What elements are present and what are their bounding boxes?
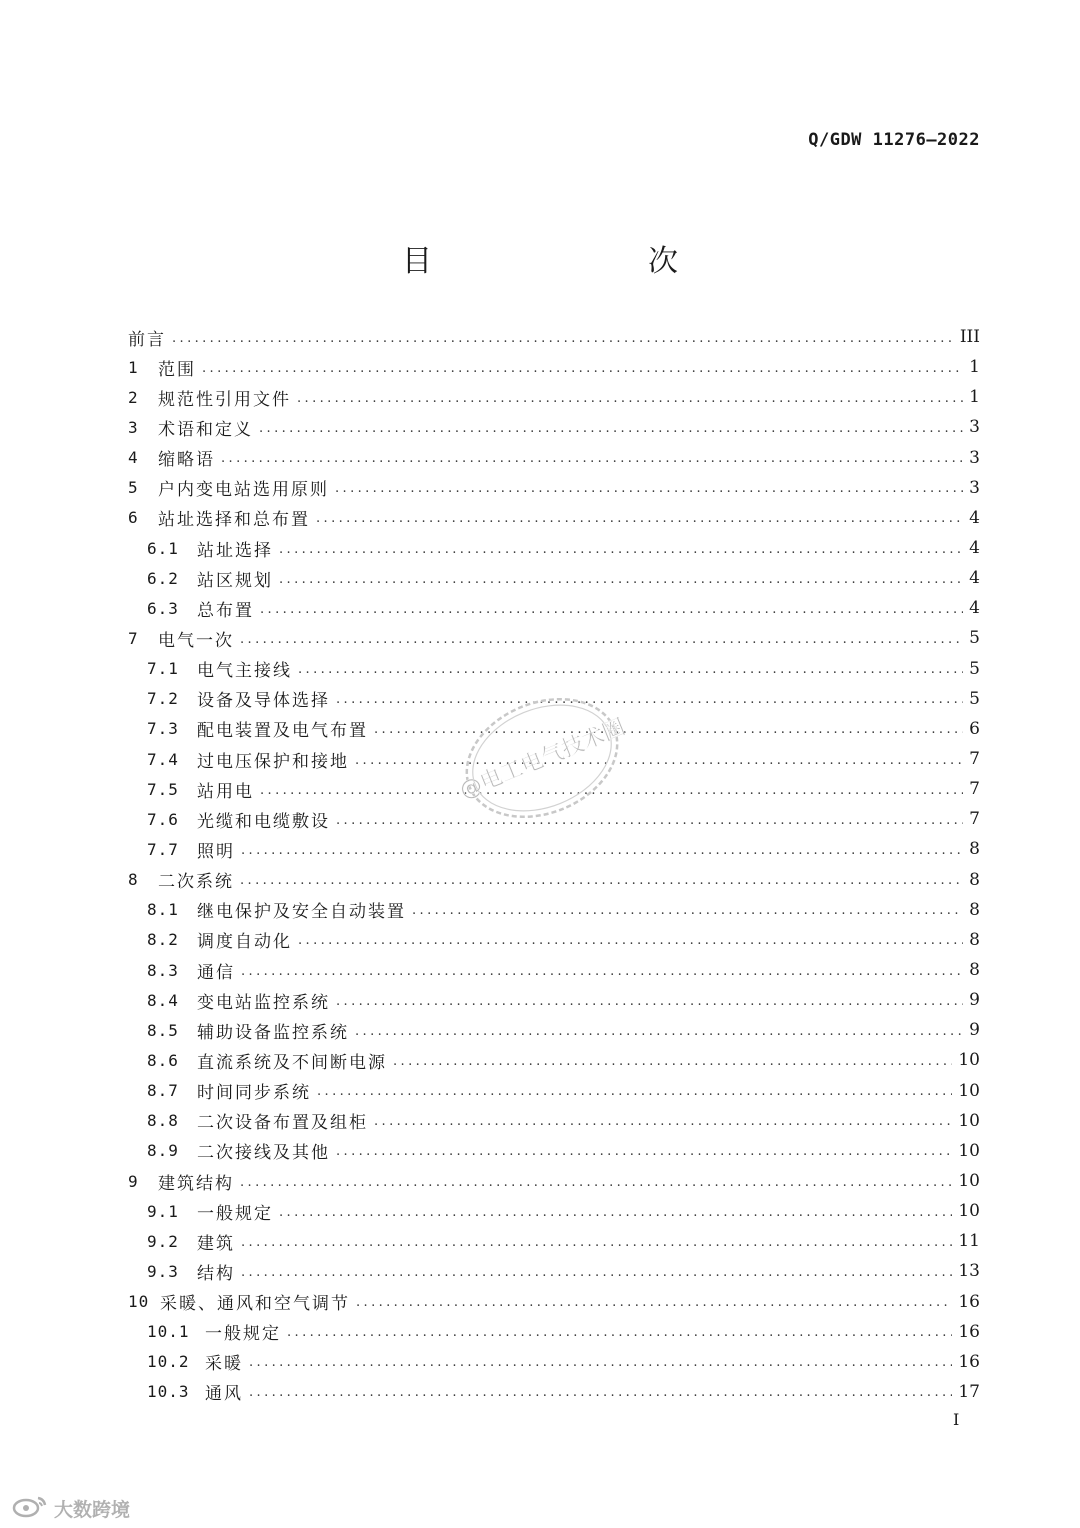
toc-leader-dots	[221, 451, 963, 466]
toc-entry[interactable]	[128, 1076, 980, 1106]
toc-entry-page: 10	[958, 1140, 980, 1161]
toc-entry-label: 结构	[197, 1263, 235, 1284]
toc-leader-dots	[355, 1024, 963, 1039]
toc-leader-dots	[336, 813, 963, 828]
watermark-stamp	[452, 683, 632, 833]
toc-entry-label: 一般规定	[197, 1203, 273, 1224]
toc-entry-number: 7.3	[147, 719, 179, 739]
toc-entry-page: 1	[969, 357, 980, 378]
toc-entry[interactable]	[128, 473, 980, 503]
toc-entry-number: 10.3	[147, 1382, 190, 1402]
toc-leader-dots	[355, 753, 963, 768]
toc-entry-label: 照明	[197, 841, 235, 862]
toc-entry[interactable]	[128, 895, 980, 925]
toc-entry-label: 电气主接线	[197, 661, 292, 682]
toc-entry-label: 建筑	[197, 1233, 235, 1254]
toc-entry-page: 10	[958, 1201, 980, 1222]
toc-entry[interactable]	[128, 654, 980, 684]
toc-entry[interactable]	[128, 503, 980, 533]
toc-entry[interactable]	[128, 1256, 980, 1286]
toc-leader-dots	[260, 602, 963, 617]
toc-entry-label: 通风	[205, 1384, 243, 1405]
toc-entry-number: 5	[128, 478, 139, 498]
toc-entry[interactable]	[128, 412, 980, 442]
toc-leader-dots	[279, 542, 963, 557]
toc-entry-number: 7.7	[147, 839, 179, 859]
toc-leader-dots	[249, 1355, 952, 1370]
toc-entry-number: 9.3	[147, 1261, 179, 1281]
toc-entry-page: 17	[958, 1381, 980, 1402]
toc-leader-dots	[336, 692, 963, 707]
toc-entry[interactable]	[128, 925, 980, 955]
toc-entry-page: 6	[969, 718, 980, 739]
toc-entry-page: 3	[969, 417, 980, 438]
toc-entry-label: 辅助设备监控系统	[197, 1022, 349, 1043]
toc-entry-label: 缩略语	[158, 450, 215, 471]
toc-entry-page: III	[959, 327, 980, 348]
toc-entry-number: 8.1	[147, 900, 179, 920]
toc-entry-page: 1	[969, 387, 980, 408]
toc-leader-dots	[259, 421, 963, 436]
toc-leader-dots	[297, 391, 963, 406]
toc-entry[interactable]	[128, 1377, 980, 1407]
toc-entry-page: 7	[969, 809, 980, 830]
toc-entry-number: 8.7	[147, 1081, 179, 1101]
toc-entry-number: 10	[128, 1292, 150, 1312]
toc-entry-label: 站址选择	[197, 540, 273, 561]
toc-entry-page: 9	[969, 990, 980, 1011]
footer-watermark-text: 大数跨境	[54, 1499, 131, 1521]
table-of-contents	[128, 322, 980, 1407]
toc-entry-page: 8	[969, 839, 980, 860]
toc-entry-label: 前言	[128, 329, 166, 350]
toc-entry[interactable]	[128, 593, 980, 623]
toc-entry-number: 6	[128, 508, 139, 528]
toc-entry-page: 16	[958, 1321, 980, 1342]
toc-entry-page: 11	[958, 1231, 980, 1252]
toc-entry-label: 直流系统及不间断电源	[197, 1052, 387, 1073]
toc-entry-label: 站区规划	[197, 570, 273, 591]
toc-leader-dots	[287, 1325, 952, 1340]
toc-entry-number: 7.4	[147, 749, 179, 769]
toc-entry-number: 1	[128, 357, 139, 377]
toc-entry[interactable]	[128, 1226, 980, 1256]
toc-entry-label: 配电装置及电气布置	[197, 721, 368, 742]
toc-entry-number: 7.5	[147, 779, 179, 799]
toc-entry-number: 8.6	[147, 1050, 179, 1070]
toc-entry-label: 范围	[158, 359, 196, 380]
toc-entry-label: 变电站监控系统	[197, 992, 330, 1013]
toc-leader-dots	[240, 873, 963, 888]
toc-entry-number: 8.4	[147, 990, 179, 1010]
toc-entry-label: 站用电	[197, 781, 254, 802]
toc-entry[interactable]	[128, 322, 980, 352]
toc-leader-dots	[317, 1084, 952, 1099]
toc-entry-number: 2	[128, 387, 139, 407]
toc-leader-dots	[279, 572, 963, 587]
toc-entry-number: 7.2	[147, 689, 179, 709]
toc-entry-label: 一般规定	[205, 1324, 281, 1345]
toc-entry-label: 过电压保护和接地	[197, 751, 349, 772]
toc-entry-page: 5	[969, 658, 980, 679]
toc-entry[interactable]	[128, 834, 980, 864]
toc-entry-number: 7.1	[147, 659, 179, 679]
toc-leader-dots	[336, 994, 963, 1009]
toc-entry[interactable]	[128, 865, 980, 895]
toc-entry[interactable]	[128, 623, 980, 653]
toc-entry[interactable]	[128, 1317, 980, 1347]
toc-entry[interactable]	[128, 443, 980, 473]
toc-leader-dots	[298, 662, 963, 677]
toc-entry-number: 8	[128, 870, 139, 890]
toc-entry-label: 电气一次	[158, 630, 234, 651]
toc-entry-number: 8.3	[147, 960, 179, 980]
toc-entry-page: 10	[958, 1171, 980, 1191]
weibo-logo-icon	[12, 1494, 50, 1523]
toc-entry-page: 9	[969, 1020, 980, 1041]
toc-entry-page: 5	[969, 688, 980, 709]
toc-entry-page: 13	[958, 1261, 980, 1282]
toc-entry-page: 4	[969, 598, 980, 619]
toc-entry-number: 9.2	[147, 1231, 179, 1251]
toc-entry-label: 规范性引用文件	[158, 389, 291, 410]
toc-entry-page: 3	[969, 447, 980, 468]
toc-entry-number: 3	[128, 417, 139, 437]
toc-entry-number: 8.5	[147, 1020, 179, 1040]
toc-entry-number: 8.2	[147, 930, 179, 950]
standard-code: Q/GDW 11276—2022	[808, 130, 980, 150]
toc-entry[interactable]	[128, 382, 980, 412]
page-title: 目 次	[402, 244, 730, 279]
toc-entry-page: 10	[958, 1080, 980, 1101]
toc-entry-page: 4	[969, 507, 980, 528]
toc-entry-label: 时间同步系统	[197, 1083, 311, 1104]
toc-entry-number: 10.1	[147, 1322, 190, 1342]
toc-entry-label: 二次接线及其他	[197, 1143, 330, 1164]
toc-entry-label: 户内变电站选用原则	[158, 480, 329, 501]
toc-entry[interactable]	[128, 1106, 980, 1136]
toc-entry[interactable]	[128, 1045, 980, 1075]
toc-entry-number: 8.8	[147, 1111, 179, 1131]
toc-entry-page: 8	[969, 869, 980, 890]
toc-leader-dots	[241, 964, 963, 979]
toc-leader-dots	[172, 331, 954, 346]
toc-entry-label: 继电保护及安全自动装置	[197, 902, 406, 923]
toc-leader-dots	[393, 1054, 952, 1069]
toc-leader-dots	[374, 1114, 952, 1129]
toc-entry-label: 通信	[197, 962, 235, 983]
toc-entry-page: 16	[958, 1291, 980, 1312]
toc-entry-label: 设备及导体选择	[197, 691, 330, 712]
toc-entry-page: 7	[969, 749, 980, 770]
footer-watermark	[12, 1494, 130, 1523]
toc-entry-page: 10	[958, 1110, 980, 1131]
watermark-stamp-text: @电工电气技术圈	[456, 714, 629, 804]
toc-entry-label: 光缆和电缆敷设	[197, 811, 330, 832]
toc-leader-dots	[279, 1205, 952, 1220]
toc-entry[interactable]	[128, 985, 980, 1015]
toc-entry-label: 调度自动化	[197, 932, 292, 953]
toc-entry[interactable]	[128, 1166, 980, 1196]
toc-entry-number: 9	[128, 1171, 139, 1191]
toc-entry-page: 10	[958, 1050, 980, 1071]
toc-entry-label: 术语和定义	[158, 419, 253, 440]
toc-entry[interactable]	[128, 955, 980, 985]
toc-leader-dots	[336, 1144, 952, 1159]
toc-entry-number: 4	[128, 448, 139, 468]
toc-entry-label: 站址选择和总布置	[158, 510, 310, 531]
toc-entry[interactable]	[128, 533, 980, 563]
toc-entry-label: 总布置	[197, 600, 254, 621]
toc-entry[interactable]	[128, 1287, 980, 1317]
toc-entry-label: 二次系统	[158, 872, 234, 893]
toc-entry-page: 8	[969, 899, 980, 920]
toc-entry-number: 7.6	[147, 809, 179, 829]
toc-leader-dots	[241, 1265, 952, 1280]
toc-leader-dots	[316, 511, 963, 526]
toc-entry[interactable]	[128, 1015, 980, 1045]
toc-entry-page: 3	[969, 477, 980, 498]
toc-entry-page: 7	[969, 779, 980, 800]
toc-entry-number: 8.9	[147, 1141, 179, 1161]
toc-leader-dots	[240, 632, 963, 647]
toc-entry-label: 采暖	[205, 1354, 243, 1375]
toc-entry-page: 4	[969, 538, 980, 559]
toc-leader-dots	[335, 481, 963, 496]
toc-entry-number: 9.1	[147, 1201, 179, 1221]
toc-entry-number: 6.2	[147, 568, 179, 588]
toc-entry-page: 8	[969, 960, 980, 981]
toc-leader-dots	[241, 843, 963, 858]
toc-entry-number: 10.2	[147, 1352, 190, 1372]
toc-entry-label: 二次设备布置及组柜	[197, 1113, 368, 1134]
toc-entry-page: 8	[969, 929, 980, 950]
toc-entry-label: 建筑结构	[158, 1173, 234, 1194]
toc-leader-dots	[412, 903, 963, 918]
toc-leader-dots	[249, 1385, 952, 1400]
toc-entry-page: 4	[969, 568, 980, 589]
toc-entry[interactable]	[128, 352, 980, 382]
toc-entry-number: 6.3	[147, 598, 179, 618]
toc-entry[interactable]	[128, 1136, 980, 1166]
toc-entry[interactable]	[128, 1347, 980, 1377]
toc-entry-number: 7	[128, 628, 139, 648]
toc-leader-dots	[202, 361, 963, 376]
toc-entry[interactable]	[128, 563, 980, 593]
page-folio: I	[953, 1410, 960, 1429]
toc-leader-dots	[241, 1235, 952, 1250]
toc-leader-dots	[356, 1295, 952, 1310]
toc-entry-page: 16	[958, 1351, 980, 1372]
toc-leader-dots	[298, 933, 963, 948]
toc-entry[interactable]	[128, 1196, 980, 1226]
toc-entry-number: 6.1	[147, 538, 179, 558]
toc-entry-label: 采暖、通风和空气调节	[160, 1294, 350, 1315]
toc-entry-page: 5	[969, 628, 980, 649]
toc-leader-dots	[240, 1175, 952, 1190]
